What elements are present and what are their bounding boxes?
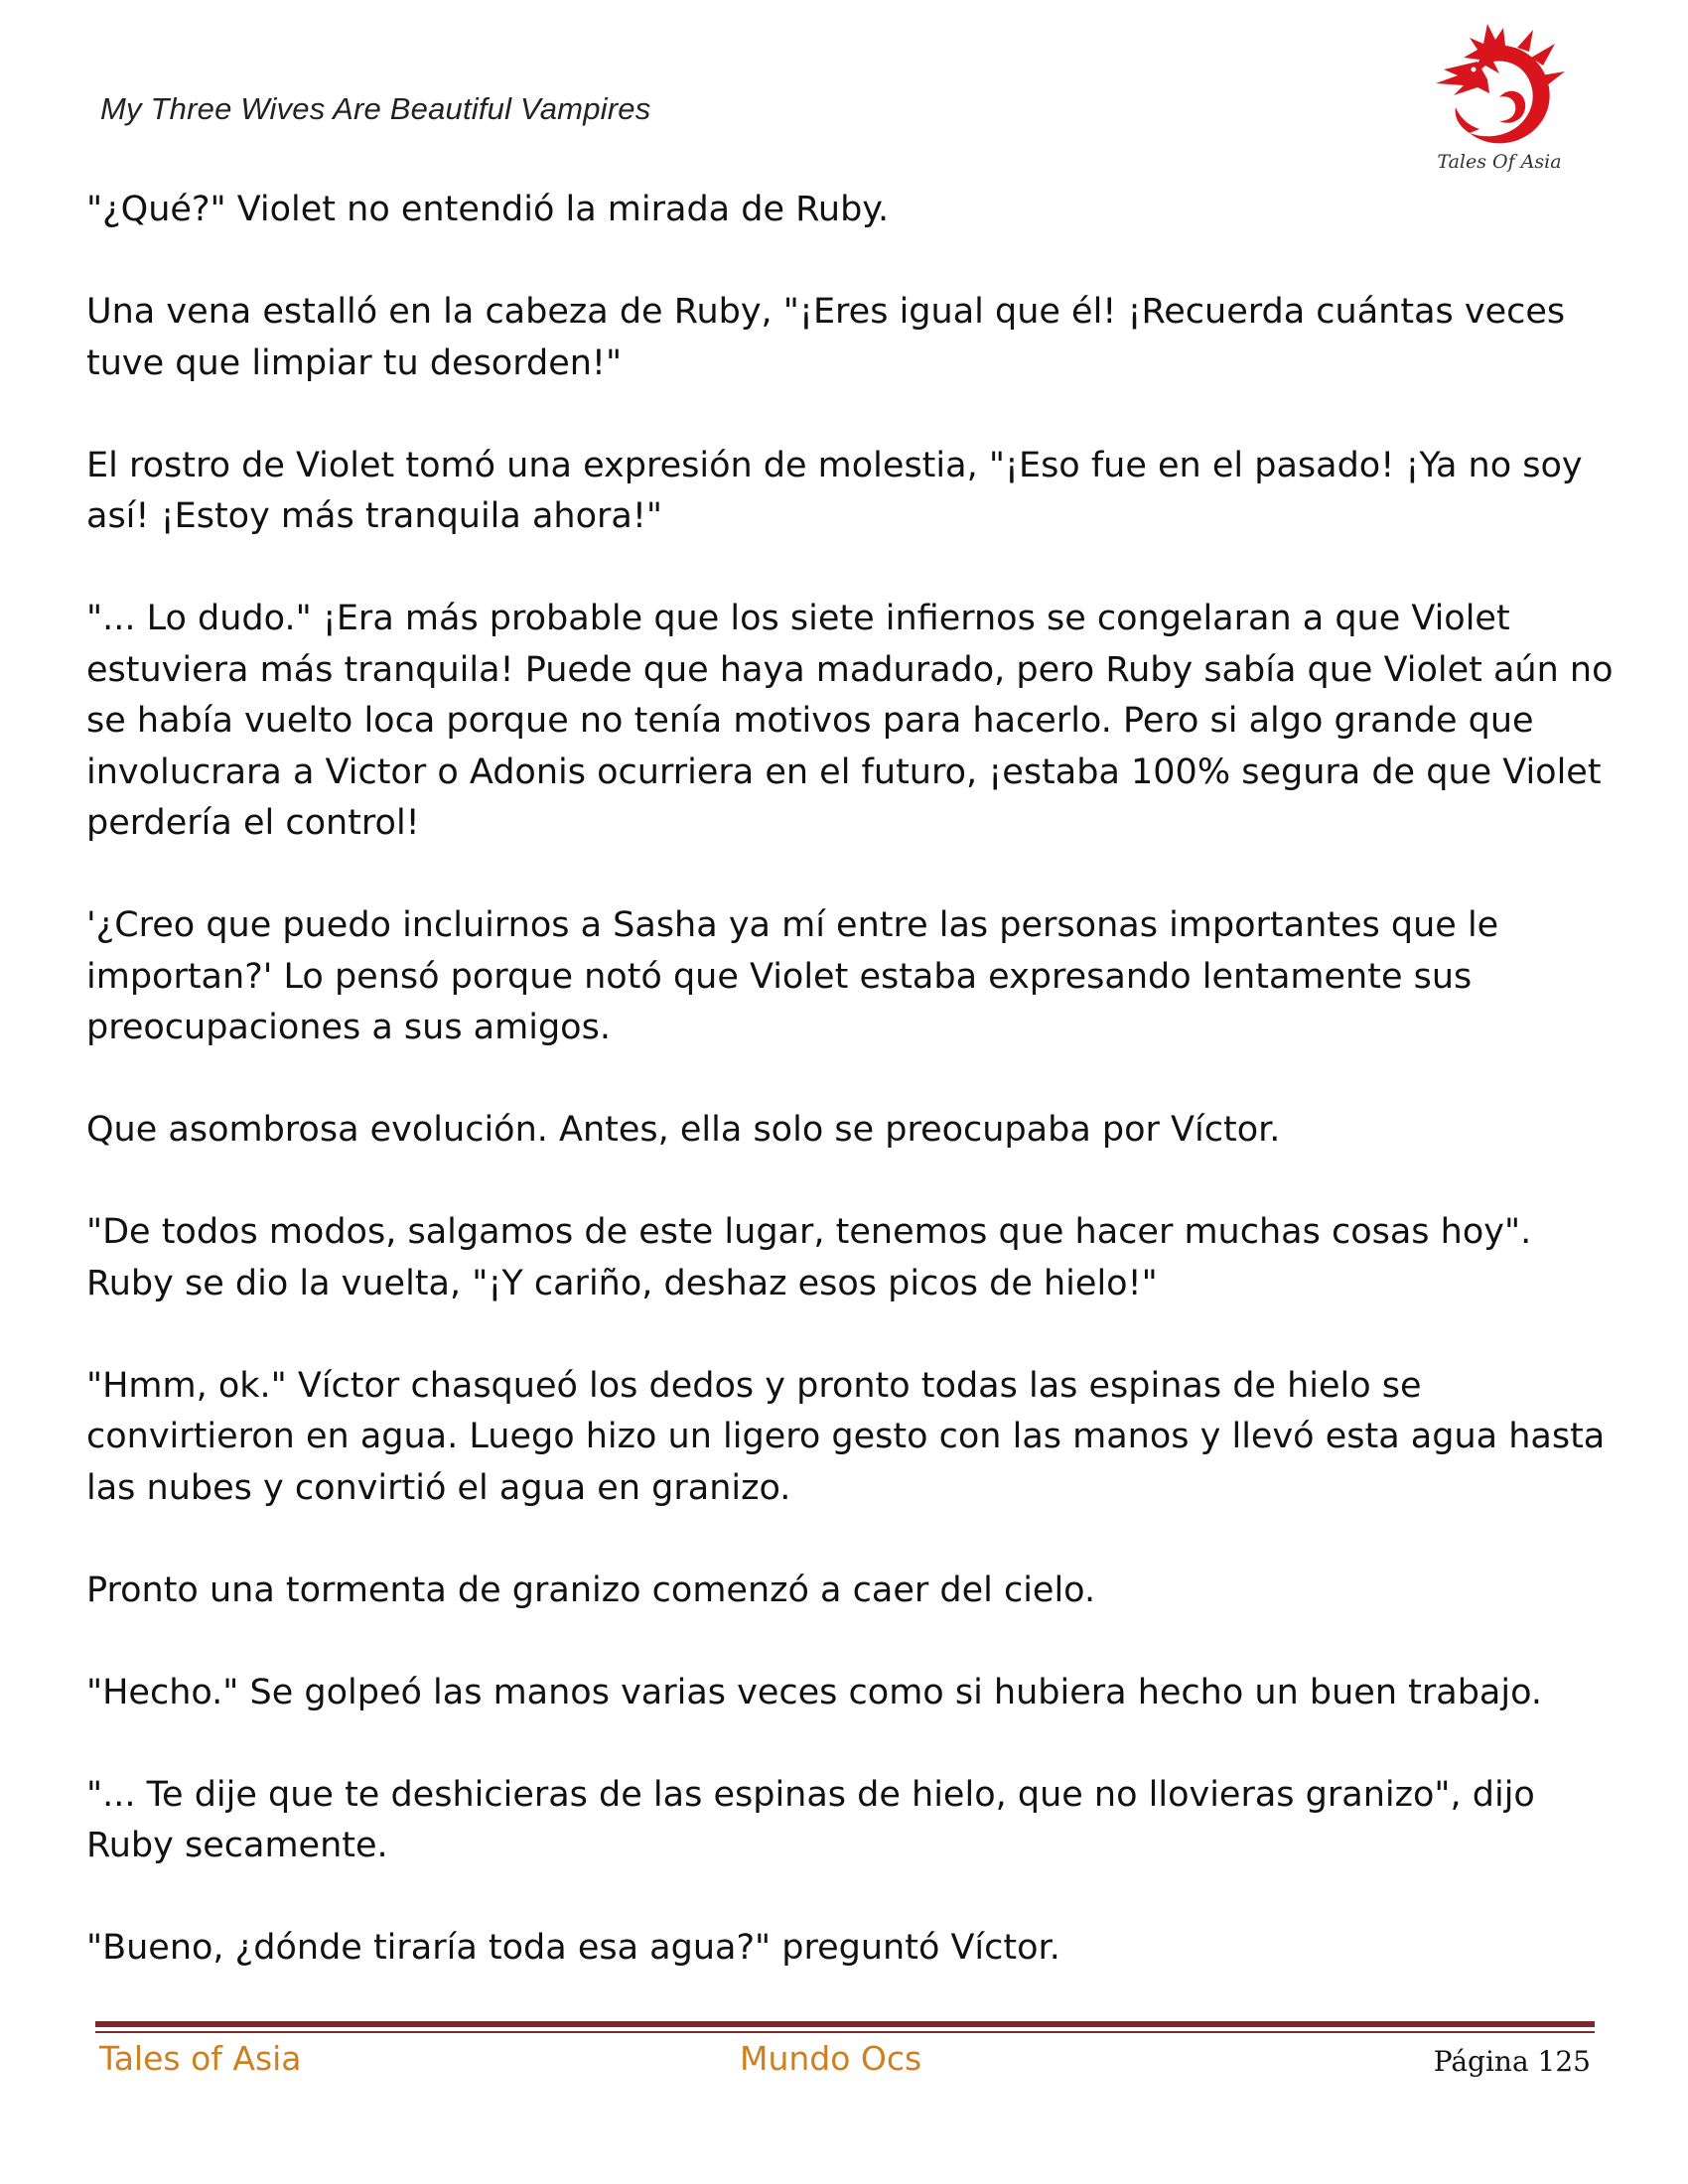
paragraph: "Bueno, ¿dónde tiraría toda esa agua?" preguntó Víctor. bbox=[86, 1928, 1060, 1968]
paragraph: El rostro de Violet tomó una expresión de molestia, "¡Eso fue en el pasado! ¡Ya no soy así! ¡Estoy más tranquila ahora!" bbox=[86, 445, 1583, 536]
footer-divider-thin bbox=[95, 2031, 1595, 2033]
paragraph: Que asombrosa evolución. Antes, ella solo se preocupaba por Víctor. bbox=[86, 1110, 1281, 1150]
chapter-body bbox=[86, 185, 1616, 2025]
paragraph: "Hecho." Se golpeó las manos varias veces como si hubiera hecho un buen trabajo. bbox=[86, 1672, 1543, 1712]
page-number: Página 125 bbox=[1433, 2045, 1591, 2078]
paragraph: "... Lo dudo." ¡Era más probable que los siete infiernos se congelaran a que Violet estuviera más tranquila! Puede que haya madurado, pero Ruby sabía que Violet aún no se había vuelto loca porque no tenía motivos para hacerlo. Pero si algo grande que involucrara a Victor o Adonis ocurriera en el futuro, ¡estaba 100% segura de que Violet perdería el control! bbox=[86, 599, 1614, 843]
tales-of-asia-logo bbox=[1430, 18, 1569, 182]
logo-text: Tales Of Asia bbox=[1437, 151, 1562, 173]
paragraph: Pronto una tormenta de granizo comenzó a caer del cielo. bbox=[86, 1570, 1096, 1610]
paragraph: "¿Qué?" Violet no entendió la mirada de Ruby. bbox=[86, 190, 890, 229]
paragraph: "De todos modos, salgamos de este lugar, tenemos que hacer muchas cosas hoy". Ruby se dio la vuelta, "¡Y cariño, deshaz esos picos de hielo!" bbox=[86, 1212, 1532, 1303]
paragraph: "Hmm, ok." Víctor chasqueó los dedos y pronto todas las espinas de hielo se convirtieron en agua. Luego hizo un ligero gesto con las manos y llevó esta agua hasta las nubes y convirtió el agua en granizo. bbox=[86, 1365, 1606, 1508]
red-dragon-icon bbox=[1430, 18, 1569, 152]
paragraph: "... Te dije que te deshicieras de las espinas de hielo, que no llovieras granizo", dijo Ruby secamente. bbox=[86, 1774, 1535, 1865]
book-title: My Three Wives Are Beautiful Vampires bbox=[100, 91, 651, 126]
footer-site-name: Tales of Asia bbox=[99, 2039, 302, 2078]
footer-section-name: Mundo Ocs bbox=[740, 2039, 922, 2078]
footer-divider bbox=[95, 2021, 1595, 2027]
paragraph: '¿Creo que puedo incluirnos a Sasha ya mí entre las personas importantes que le importan?' Lo pensó porque notó que Violet estaba expresando lentamente sus preocupaciones a sus amigos. bbox=[86, 905, 1499, 1047]
paragraph: Una vena estalló en la cabeza de Ruby, "¡Eres igual que él! ¡Recuerda cuántas veces tuve que limpiar tu desorden!" bbox=[86, 292, 1566, 383]
